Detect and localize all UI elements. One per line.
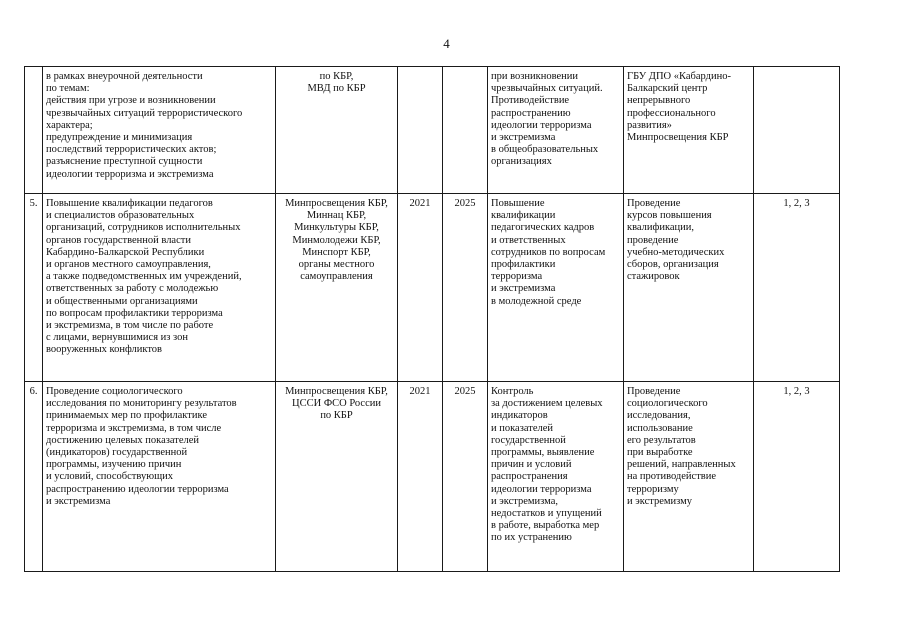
executors-cell [276,194,398,382]
cell-line: ЦССИ ФСО России [292,398,381,410]
cell-line: терроризма [491,271,543,283]
link-cell: 1, 2, 3 [754,382,840,572]
cell-line: на противодействие [627,471,717,483]
cell-line: и экстремизму [627,495,693,507]
table-row [25,382,840,572]
cell-line: причин и условий [491,459,572,471]
measure-cell [43,67,276,194]
cell-line: развития» [627,119,672,131]
cell-line: предупреждение и минимизация [46,132,193,144]
cell-line: (индикаторов) государственной [46,447,188,459]
indicator-cell [624,67,754,194]
row-number [25,67,43,194]
cell-line: квалификации [491,210,556,222]
cell-line: терроризма и экстремизма, в том числе [46,422,222,434]
cell-line: в молодежной среде [491,295,582,307]
measure-cell [43,194,276,382]
cell-line: Минпросвещения КБР, [285,198,388,209]
cell-line: в общеобразовательных [491,144,599,156]
cell-line: идеологии терроризма [491,483,592,495]
row-number: 5. [25,194,43,382]
cell-line: идеологии терроризма [491,119,592,131]
cell-line: при возникновении [491,71,579,82]
cell-line: Проведение [627,386,681,397]
cell-line: по темам: [46,83,90,95]
expected-result-cell [488,194,624,382]
cell-line: и специалистов образовательных [46,210,195,222]
start-year-cell: 2021 [398,194,443,382]
cell-line: по КБР [320,410,353,422]
cell-line: проведение [627,234,679,246]
cell-line: Минмолодежи КБР, [292,234,381,246]
cell-line: педагогических кадров [491,222,595,234]
row-number: 6. [25,382,43,572]
executors-cell [276,67,398,194]
cell-line: его результатов [627,434,696,446]
executors-cell [276,382,398,572]
cell-line: квалификации, [627,222,695,234]
cell-line: характера; [46,119,93,131]
cell-line: и экстремизма, в том числе по работе [46,320,214,332]
cell-line: курсов повышения [627,210,712,222]
cell-line: стажировок [627,271,680,283]
cell-line: Проведение социологического [46,386,183,397]
cell-line: исследования, [627,410,691,422]
cell-line: с лицами, вернувшимися из зон [46,332,189,344]
cell-line: сотрудников по вопросам [491,246,606,258]
link-cell: 1, 2, 3 [754,194,840,382]
cell-line: достижению целевых показателей [46,434,200,446]
cell-line: за достижением целевых [491,398,603,410]
cell-line: вооруженных конфликтов [46,344,163,356]
cell-line: Повышение [491,198,545,209]
cell-line: разъяснение преступной сущности [46,156,203,168]
cell-line: а также подведомственных им учреждений, [46,271,242,283]
indicator-cell [624,194,754,382]
end-year-cell: 2025 [443,382,488,572]
expected-result-cell [488,382,624,572]
cell-line: и экстремизма [491,132,556,144]
cell-line: Минспорт КБР, [302,246,371,258]
cell-line: при выработке [627,447,693,459]
cell-line: по их устранению [491,532,572,544]
link-cell [754,67,840,194]
cell-line: принимаемых мер по профилактике [46,410,207,422]
cell-line: решений, направленных [627,459,736,471]
cell-line: Миннац КБР, [306,210,367,222]
cell-line: по вопросам профилактики терроризма [46,307,223,319]
cell-line: государственной [491,434,566,446]
cell-line: последствий террористических актов; [46,144,217,156]
cell-line: Противодействие [491,95,570,107]
cell-line: использование [627,422,693,434]
cell-line: МВД по КБР [307,83,366,95]
cell-line: и ответственных [491,234,566,246]
page-number: 4 [443,36,450,51]
cell-line: самоуправления [300,271,373,283]
cell-line: и общественными организациями [46,295,198,307]
cell-line: в рамках внеурочной деятельности [46,71,203,82]
cell-line: профессионального [627,107,716,119]
cell-line: исследования по мониторингу результатов [46,398,237,410]
table-row [25,67,840,194]
cell-line: чрезвычайных ситуаций террористического [46,107,243,119]
cell-line: ответственных за работу с молодежью [46,283,219,295]
cell-line: Минкультуры КБР, [294,222,379,234]
end-year-cell [443,67,488,194]
cell-line: программы, выявление [491,447,595,459]
cell-line: по КБР, [319,71,354,82]
cell-line: и условий, способствующих [46,471,174,483]
cell-line: распространению [491,107,571,119]
cell-line: организациях [491,156,552,168]
cell-line: распространению идеологии терроризма [46,483,229,495]
cell-line: и органов местного самоуправления, [46,259,211,271]
table-row [25,194,840,382]
cell-line: сборов, организация [627,259,719,271]
cell-line: Контроль [491,386,534,397]
cell-line: органы местного [298,259,375,271]
indicator-cell [624,382,754,572]
start-year-cell: 2021 [398,382,443,572]
cell-line: социологического [627,398,708,410]
cell-line: Проведение [627,198,681,209]
cell-line: программы, изучению причин [46,459,182,471]
cell-line: и экстремизма, [491,495,558,507]
cell-line: непрерывного [627,95,691,107]
cell-line: распространения [491,471,568,483]
cell-line: Минпросвещения КБР [627,132,729,144]
cell-line: Балкарский центр [627,83,708,95]
cell-line: органов государственной власти [46,234,191,246]
cell-line: идеологии терроризма и экстремизма [46,168,214,180]
cell-line: чрезвычайных ситуаций. [491,83,603,95]
expected-result-cell [488,67,624,194]
cell-line: Кабардино-Балкарской Республики [46,246,205,258]
measure-cell [43,382,276,572]
cell-line: действия при угрозе и возникновении [46,95,216,107]
cell-line: Минпросвещения КБР, [285,386,388,397]
start-year-cell [398,67,443,194]
cell-line: недостатков и упущений [491,508,602,520]
end-year-cell: 2025 [443,194,488,382]
cell-line: терроризму [627,483,679,495]
cell-line: учебно-методических [627,246,725,258]
cell-line: ГБУ ДПО «Кабардино- [627,71,731,82]
cell-line: Повышение квалификации педагогов [46,198,213,209]
cell-line: организаций, сотрудников исполнительных [46,222,241,234]
cell-line: индикаторов [491,410,548,422]
cell-line: и показателей [491,422,554,434]
cell-line: и экстремизма [46,495,111,507]
cell-line: и экстремизма [491,283,556,295]
measures-table [24,66,840,572]
cell-line: профилактики [491,259,556,271]
cell-line: в работе, выработка мер [491,520,600,532]
